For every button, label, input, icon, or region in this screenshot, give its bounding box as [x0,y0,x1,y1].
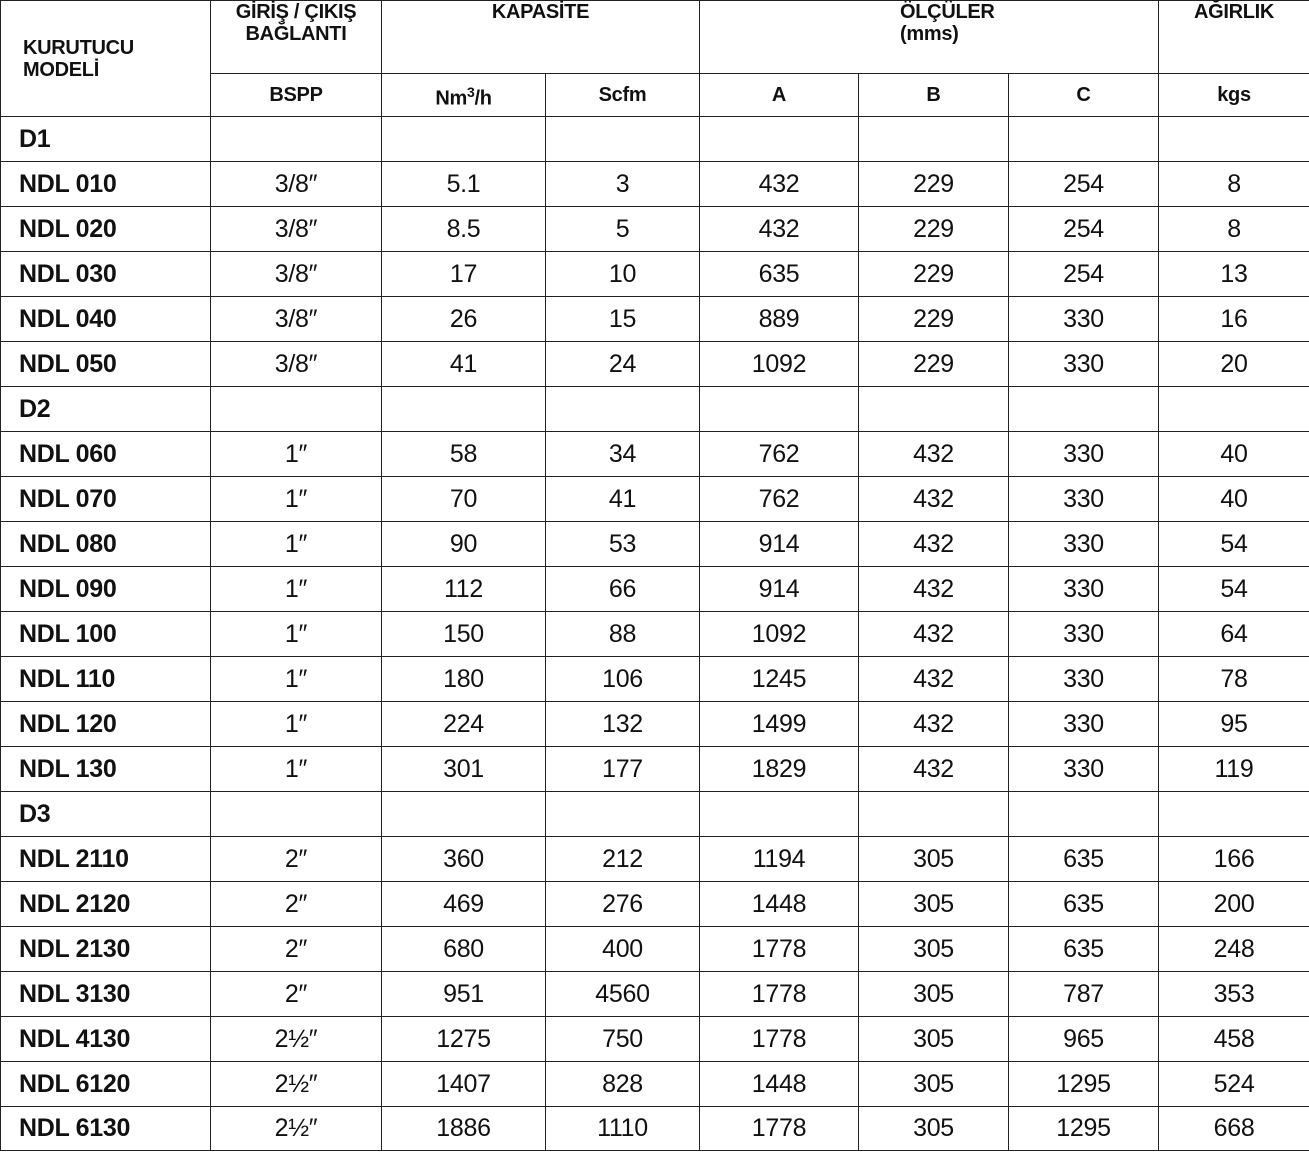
cell-dim-b: 305 [859,882,1009,927]
cell-weight: 54 [1159,522,1309,567]
cell-scfm: 750 [546,1017,700,1062]
cell-nm3h: 1275 [382,1017,546,1062]
table-row [1,297,1309,342]
cell-scfm: 41 [546,477,700,522]
cell-nm3h [382,792,546,837]
cell-connection: 1″ [211,702,382,747]
header-weight: AĞIRLIK [1159,1,1309,74]
cell-nm3h: 58 [382,432,546,477]
cell-dim-c: 330 [1009,702,1159,747]
cell-scfm: 106 [546,657,700,702]
cell-nm3h: 26 [382,297,546,342]
cell-scfm: 212 [546,837,700,882]
table-row [1,522,1309,567]
cell-connection: 1″ [211,747,382,792]
cell-dim-b: 432 [859,432,1009,477]
cell-dim-c [1009,387,1159,432]
cell-dim-c: 254 [1009,252,1159,297]
table-body [1,117,1309,1151]
cell-dim-a: 914 [700,567,859,612]
cell-scfm: 10 [546,252,700,297]
cell-dim-b: 432 [859,747,1009,792]
cell-dim-a: 914 [700,522,859,567]
cell-dim-c: 330 [1009,432,1159,477]
cell-scfm: 24 [546,342,700,387]
cell-scfm: 66 [546,567,700,612]
cell-model: NDL 2110 [1,837,211,882]
cell-nm3h: 70 [382,477,546,522]
cell-dim-c: 330 [1009,297,1159,342]
cell-dim-b: 305 [859,1107,1009,1151]
cell-model: NDL 070 [1,477,211,522]
cell-dim-a: 762 [700,477,859,522]
cell-connection: 3/8″ [211,207,382,252]
cell-connection: 2½″ [211,1062,382,1107]
cell-weight: 95 [1159,702,1309,747]
cell-dim-c: 330 [1009,477,1159,522]
table-row [1,342,1309,387]
cell-connection: 2″ [211,882,382,927]
table-row [1,117,1309,162]
cell-dim-a: 1092 [700,612,859,657]
cell-scfm: 4560 [546,972,700,1017]
cell-dim-a: 1778 [700,927,859,972]
cell-dim-b [859,792,1009,837]
cell-weight: 200 [1159,882,1309,927]
cell-model: NDL 050 [1,342,211,387]
cell-dim-b: 305 [859,927,1009,972]
table-row [1,1062,1309,1107]
cell-nm3h: 90 [382,522,546,567]
cell-weight: 248 [1159,927,1309,972]
cell-weight: 78 [1159,657,1309,702]
cell-dim-c: 330 [1009,567,1159,612]
cell-connection: 3/8″ [211,342,382,387]
cell-weight: 16 [1159,297,1309,342]
header-nm3h-base: Nm [435,87,467,110]
cell-nm3h: 360 [382,837,546,882]
cell-dim-a: 1778 [700,972,859,1017]
cell-scfm: 5 [546,207,700,252]
cell-scfm: 132 [546,702,700,747]
cell-scfm [546,792,700,837]
cell-connection: 1″ [211,477,382,522]
table-row [1,612,1309,657]
cell-scfm: 828 [546,1062,700,1107]
cell-scfm: 15 [546,297,700,342]
cell-model: NDL 130 [1,747,211,792]
header-dimensions: ÖLÇÜLER (mms) [700,1,1159,74]
cell-connection: 1″ [211,567,382,612]
cell-dim-c: 330 [1009,747,1159,792]
cell-weight [1159,117,1309,162]
cell-model: NDL 2130 [1,927,211,972]
table-header [1,1,1309,117]
cell-dim-a: 889 [700,297,859,342]
cell-dim-b [859,387,1009,432]
cell-dim-a [700,792,859,837]
table-row [1,702,1309,747]
cell-connection: 2½″ [211,1017,382,1062]
cell-dim-c: 254 [1009,162,1159,207]
cell-weight: 40 [1159,477,1309,522]
header-b: B [859,74,1009,117]
table-row [1,432,1309,477]
cell-dim-a: 1778 [700,1107,859,1151]
cell-nm3h: 951 [382,972,546,1017]
cell-weight: 13 [1159,252,1309,297]
table-row [1,837,1309,882]
cell-model: NDL 110 [1,657,211,702]
cell-dim-b: 432 [859,657,1009,702]
cell-dim-a: 1829 [700,747,859,792]
cell-dim-b: 432 [859,477,1009,522]
cell-weight: 353 [1159,972,1309,1017]
cell-dim-a: 1448 [700,882,859,927]
cell-weight [1159,387,1309,432]
cell-nm3h [382,387,546,432]
cell-dim-a: 1092 [700,342,859,387]
cell-dim-a: 1778 [700,1017,859,1062]
cell-weight: 458 [1159,1017,1309,1062]
cell-weight: 54 [1159,567,1309,612]
cell-dim-a [700,387,859,432]
table-row [1,252,1309,297]
cell-model: NDL 4130 [1,1017,211,1062]
cell-scfm: 276 [546,882,700,927]
cell-scfm: 3 [546,162,700,207]
table-row [1,747,1309,792]
cell-model: NDL 030 [1,252,211,297]
cell-model: NDL 090 [1,567,211,612]
header-nm3h-sup: 3 [466,83,475,100]
cell-dim-b: 305 [859,837,1009,882]
cell-nm3h: 224 [382,702,546,747]
table-row [1,792,1309,837]
table-row [1,882,1309,927]
cell-dim-b: 432 [859,702,1009,747]
cell-dim-c: 787 [1009,972,1159,1017]
cell-connection: 3/8″ [211,162,382,207]
cell-weight: 8 [1159,207,1309,252]
cell-weight: 668 [1159,1107,1309,1151]
cell-nm3h: 5.1 [382,162,546,207]
cell-model: NDL 6130 [1,1107,211,1151]
cell-model: NDL 3130 [1,972,211,1017]
cell-model: NDL 020 [1,207,211,252]
cell-nm3h: 301 [382,747,546,792]
cell-dim-c: 330 [1009,612,1159,657]
cell-dim-c: 330 [1009,342,1159,387]
cell-dim-c: 330 [1009,657,1159,702]
cell-dim-c: 330 [1009,522,1159,567]
table-row [1,477,1309,522]
cell-dim-c [1009,792,1159,837]
cell-dim-b: 229 [859,297,1009,342]
header-kgs: kgs [1159,74,1309,117]
cell-dim-b: 432 [859,612,1009,657]
header-connection: GİRİŞ / ÇIKIŞ BAĞLANTI [211,1,382,74]
cell-dim-b: 229 [859,252,1009,297]
cell-model: NDL 2120 [1,882,211,927]
cell-model: NDL 100 [1,612,211,657]
header-bspp: BSPP [211,74,382,117]
cell-nm3h: 150 [382,612,546,657]
table-row [1,567,1309,612]
cell-connection: 1″ [211,612,382,657]
header-a: A [700,74,859,117]
cell-model: D3 [1,792,211,837]
cell-dim-c: 965 [1009,1017,1159,1062]
header-c: C [1009,74,1159,117]
cell-model: D1 [1,117,211,162]
cell-dim-a: 1499 [700,702,859,747]
header-nm3h [382,74,546,117]
cell-dim-b: 229 [859,207,1009,252]
cell-dim-c: 635 [1009,927,1159,972]
cell-dim-c: 1295 [1009,1107,1159,1151]
cell-dim-b: 432 [859,522,1009,567]
header-nm3h-tail: /h [474,87,492,110]
cell-dim-c: 1295 [1009,1062,1159,1107]
cell-dim-c [1009,117,1159,162]
table-row [1,927,1309,972]
cell-nm3h: 680 [382,927,546,972]
cell-dim-a: 432 [700,207,859,252]
cell-scfm: 177 [546,747,700,792]
cell-connection: 3/8″ [211,252,382,297]
table-row [1,1107,1309,1151]
cell-nm3h [382,117,546,162]
cell-connection: 1″ [211,432,382,477]
table-row [1,207,1309,252]
cell-model: NDL 080 [1,522,211,567]
cell-nm3h: 180 [382,657,546,702]
cell-nm3h: 469 [382,882,546,927]
cell-nm3h: 17 [382,252,546,297]
cell-model: NDL 010 [1,162,211,207]
cell-model: D2 [1,387,211,432]
cell-dim-a: 762 [700,432,859,477]
table-row [1,657,1309,702]
cell-connection: 2″ [211,927,382,972]
cell-connection: 2″ [211,837,382,882]
cell-dim-a [700,117,859,162]
cell-connection [211,117,382,162]
table-row [1,387,1309,432]
cell-connection: 2½″ [211,1107,382,1151]
cell-scfm [546,117,700,162]
cell-dim-b: 305 [859,1062,1009,1107]
cell-model: NDL 040 [1,297,211,342]
cell-dim-c: 635 [1009,882,1159,927]
cell-weight: 166 [1159,837,1309,882]
cell-connection [211,792,382,837]
cell-model: NDL 120 [1,702,211,747]
cell-connection: 2″ [211,972,382,1017]
cell-dim-c: 254 [1009,207,1159,252]
cell-weight: 20 [1159,342,1309,387]
cell-connection [211,387,382,432]
cell-weight: 64 [1159,612,1309,657]
cell-nm3h: 1407 [382,1062,546,1107]
cell-dim-a: 1245 [700,657,859,702]
cell-dim-c: 635 [1009,837,1159,882]
cell-nm3h: 112 [382,567,546,612]
cell-connection: 3/8″ [211,297,382,342]
cell-scfm: 88 [546,612,700,657]
cell-dim-b [859,117,1009,162]
cell-scfm: 53 [546,522,700,567]
cell-dim-b: 432 [859,567,1009,612]
cell-weight: 8 [1159,162,1309,207]
cell-connection: 1″ [211,657,382,702]
cell-scfm: 1110 [546,1107,700,1151]
cell-model: NDL 060 [1,432,211,477]
cell-dim-a: 635 [700,252,859,297]
table-row [1,1017,1309,1062]
cell-scfm: 400 [546,927,700,972]
header-capacity: KAPASİTE [382,1,700,74]
cell-dim-b: 305 [859,1017,1009,1062]
table-row [1,972,1309,1017]
cell-weight: 119 [1159,747,1309,792]
cell-dim-a: 432 [700,162,859,207]
cell-weight [1159,792,1309,837]
cell-nm3h: 41 [382,342,546,387]
cell-dim-a: 1448 [700,1062,859,1107]
cell-weight: 40 [1159,432,1309,477]
cell-model: NDL 6120 [1,1062,211,1107]
cell-weight: 524 [1159,1062,1309,1107]
cell-connection: 1″ [211,522,382,567]
cell-dim-b: 229 [859,162,1009,207]
cell-scfm [546,387,700,432]
cell-scfm: 34 [546,432,700,477]
header-model: KURUTUCU MODELİ [1,1,211,117]
cell-nm3h: 8.5 [382,207,546,252]
cell-dim-b: 229 [859,342,1009,387]
table-row [1,162,1309,207]
header-scfm: Scfm [546,74,700,117]
cell-dim-b: 305 [859,972,1009,1017]
cell-nm3h: 1886 [382,1107,546,1151]
cell-dim-a: 1194 [700,837,859,882]
